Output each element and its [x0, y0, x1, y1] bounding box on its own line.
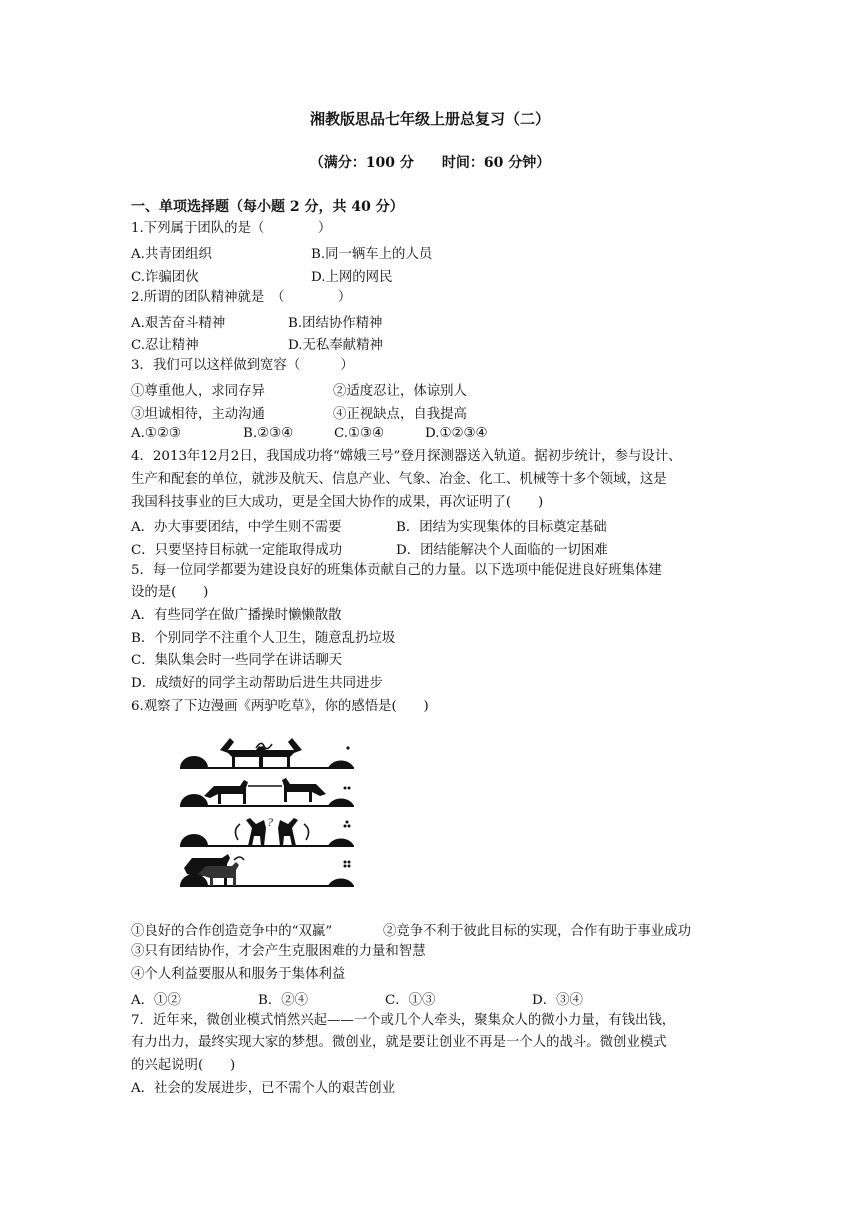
- option-c: C．集队集会时一些同学在讲话聊天: [131, 653, 343, 668]
- question-7-line-1: 7．近年来，微创业模式悄然兴起——一个或几个人牵头，聚集众人的微小力量，有钱出钱，: [131, 1013, 676, 1028]
- option-d: D．成绩好的同学主动帮助后进生共同进步: [131, 676, 383, 691]
- question-7-line-3: 的兴起说明( ): [131, 1058, 236, 1073]
- question-6-stem: 6.观察了下边漫画《两驴吃草》，你的感悟是( ): [131, 699, 429, 714]
- option-b: B．②④: [258, 993, 309, 1008]
- option-a: A.①②③: [131, 426, 181, 441]
- option-a: A．社会的发展进步，已不需个人的艰苦创业: [131, 1081, 396, 1096]
- statement-1: ①尊重他人，求同存异: [131, 384, 265, 399]
- statement-3: ③坦诚相待，主动沟通: [131, 407, 265, 422]
- option-d: D．③④: [532, 993, 583, 1008]
- option-d: D．团结能解决个人面临的一切困难: [396, 543, 608, 558]
- exam-info: （满分：100 分 时间：60 分钟）: [309, 155, 551, 171]
- two-donkeys-comic: [178, 728, 358, 894]
- page-title: 湘教版思品七年级上册总复习（二）: [309, 110, 550, 128]
- option-c: C.诈骗团伙: [131, 270, 199, 285]
- option-c: C.①③④: [334, 426, 385, 441]
- option-a: A.共青团组织: [131, 247, 212, 262]
- comic-panel-3: [180, 815, 354, 846]
- question-5-line-2: 设的是( ): [131, 585, 209, 600]
- statement-2: ②竞争不利于彼此目标的实现，合作有助于事业成功: [383, 924, 691, 939]
- option-b: B.②③④: [243, 426, 294, 441]
- option-d: D.上网的网民: [311, 270, 393, 285]
- option-d: D.无私奉献精神: [288, 338, 383, 353]
- option-d: D.①②③④: [425, 426, 488, 441]
- statement-1: ①良好的合作创造竞争中的“双赢”: [131, 924, 333, 939]
- question-3-stem: 3．我们可以这样做到宽容（ ）: [131, 358, 354, 373]
- option-b: B．个别同学不注重个人卫生，随意乱扔垃圾: [131, 631, 396, 646]
- question-5-line-1: 5．每一位同学都要为建设良好的班集体贡献自己的力量。以下选项中能促进良好班集体建: [131, 563, 662, 578]
- statement-4: ④个人利益要服从和服务于集体利益: [131, 967, 346, 982]
- question-1-stem: 1.下列属于团队的是（ ）: [131, 221, 332, 236]
- statement-4: ④正视缺点，自我提高: [333, 407, 467, 422]
- option-a: A．①②: [131, 993, 181, 1008]
- question-mark-label: ?: [267, 815, 273, 829]
- option-a: A.艰苦奋斗精神: [131, 316, 226, 331]
- question-4-line-1: 4．2013年12月2日，我国成功将“嫦娥三号”登月探测器送入轨道。据初步统计，参与设计、: [131, 449, 682, 464]
- option-b: B．团结为实现集体的目标奠定基础: [396, 520, 607, 535]
- comic-panel-1: [180, 738, 354, 768]
- section-heading: 一、单项选择题（每小题 2 分，共 40 分）: [131, 199, 404, 215]
- statement-3: ③只有团结协作，才会产生克服困难的力量和智慧: [131, 944, 426, 959]
- comic-panel-2: [180, 778, 354, 806]
- question-4-line-3: 我国科技事业的巨大成功，更是全国大协作的成果，再次证明了( ): [131, 495, 544, 510]
- comic-panel-4: [180, 854, 354, 886]
- option-b: B.团结协作精神: [288, 316, 383, 331]
- option-c: C．①③: [385, 993, 436, 1008]
- question-7-line-2: 有力出力，最终实现大家的梦想。微创业，就是要让创业不再是一个人的战斗。微创业模式: [131, 1035, 667, 1050]
- statement-2: ②适度忍让，体谅别人: [333, 384, 467, 399]
- question-4-line-2: 生产和配套的单位，就涉及航天、信息产业、气象、冶金、化工、机械等十多个领域，这是: [131, 472, 667, 487]
- question-2-stem: 2.所谓的团队精神就是 （ ）: [131, 290, 352, 305]
- option-c: C.忍让精神: [131, 338, 199, 353]
- option-a: A．有些同学在做广播操时懒懒散散: [131, 608, 342, 623]
- option-a: A．办大事要团结，中学生则不需要: [131, 520, 342, 535]
- option-b: B.同一辆车上的人员: [311, 247, 433, 262]
- option-c: C．只要坚持目标就一定能取得成功: [131, 543, 343, 558]
